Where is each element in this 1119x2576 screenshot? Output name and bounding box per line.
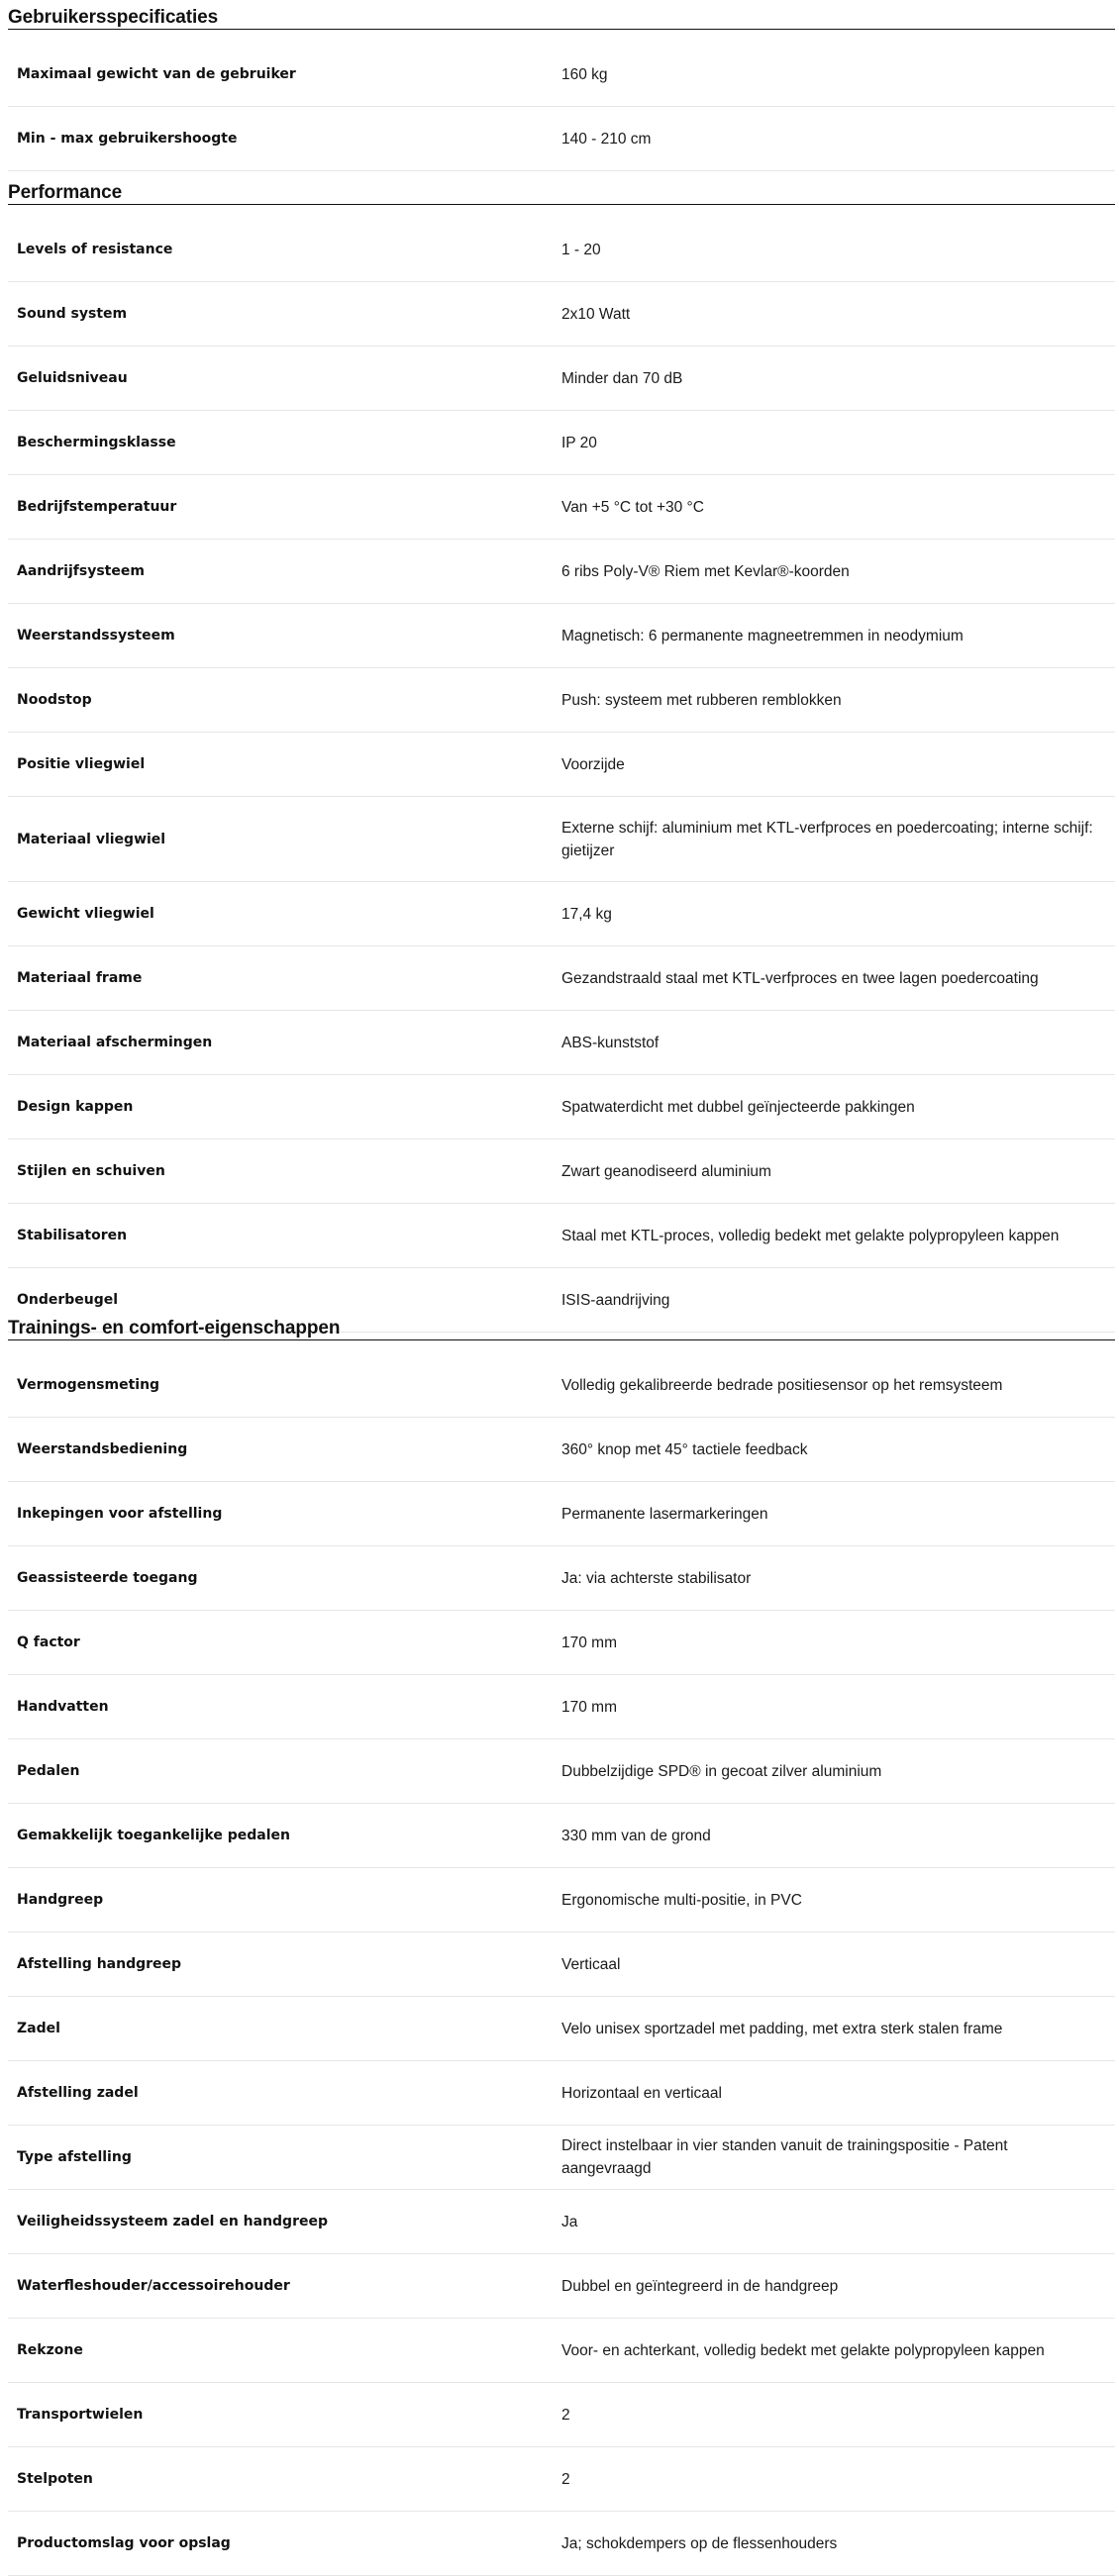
spec-table-performance xyxy=(0,218,1119,1333)
section-title-user-specs: Gebruikersspecificaties xyxy=(8,7,1115,30)
spec-value: Magnetisch: 6 permanente magneetremmen in neodymium xyxy=(561,627,964,644)
spec-row xyxy=(8,1997,1115,2061)
spec-value: 17,4 kg xyxy=(561,905,612,923)
spec-value: Ja; schokdempers op de flessenhouders xyxy=(561,2534,838,2552)
spec-row xyxy=(8,540,1115,604)
spec-label: Sound system xyxy=(17,306,128,322)
spec-value: Dubbel en geïntegreerd in de handgreep xyxy=(561,2277,839,2295)
spec-label: Vermogensmeting xyxy=(17,1377,160,1393)
spec-row xyxy=(8,1075,1115,1139)
spec-value: 170 mm xyxy=(561,1698,617,1716)
spec-row xyxy=(8,1482,1115,1546)
spec-label: Productomslag voor opslag xyxy=(17,2535,231,2551)
spec-value: Gezandstraald staal met KTL-verfproces en twee lagen poedercoating xyxy=(561,969,1039,987)
spec-row xyxy=(8,2512,1115,2576)
spec-label: Noodstop xyxy=(17,692,92,708)
spec-value: Ja xyxy=(561,2213,578,2230)
spec-row xyxy=(8,2319,1115,2383)
spec-value: 330 mm van de grond xyxy=(561,1827,711,1844)
spec-label: Materiaal frame xyxy=(17,970,143,986)
spec-row xyxy=(8,1868,1115,1932)
spec-label: Q factor xyxy=(17,1635,80,1650)
spec-label: Weerstandssysteem xyxy=(17,628,175,644)
spec-value: Voorzijde xyxy=(561,755,625,773)
spec-label: Stelpoten xyxy=(17,2471,93,2487)
spec-row xyxy=(8,946,1115,1011)
spec-label: Stijlen en schuiven xyxy=(17,1163,165,1179)
spec-value: IP 20 xyxy=(561,434,597,451)
spec-row xyxy=(8,282,1115,347)
spec-row xyxy=(8,2447,1115,2512)
spec-value: Zwart geanodiseerd aluminium xyxy=(561,1162,771,1180)
spec-label: Gemakkelijk toegankelijke pedalen xyxy=(17,1828,290,1843)
spec-label: Min - max gebruikershoogte xyxy=(17,131,238,147)
spec-value: 6 ribs Poly-V® Riem met Kevlar®-koorden xyxy=(561,562,850,580)
spec-value: Externe schijf: aluminium met KTL-verfproces en poedercoating; interne schijf: gietijzer xyxy=(561,819,1093,859)
spec-value: Direct instelbaar in vier standen vanuit de trainingspositie - Patent aangevraagd xyxy=(561,2137,1008,2177)
spec-row xyxy=(8,1204,1115,1268)
spec-row xyxy=(8,797,1115,882)
spec-value: 360° knop met 45° tactiele feedback xyxy=(561,1440,808,1458)
spec-label: Maximaal gewicht van de gebruiker xyxy=(17,66,296,82)
spec-value: Spatwaterdicht met dubbel geïnjecteerde pakkingen xyxy=(561,1098,915,1116)
spec-row xyxy=(8,218,1115,282)
spec-row xyxy=(8,2126,1115,2190)
spec-value: Horizontaal en verticaal xyxy=(561,2084,722,2102)
spec-label: Handgreep xyxy=(17,1892,104,1908)
spec-label: Aandrijfsysteem xyxy=(17,563,145,579)
section-title-training-comfort: Trainings- en comfort-eigenschappen xyxy=(8,1318,1115,1340)
spec-row xyxy=(8,411,1115,475)
spec-value: Ja: via achterste stabilisator xyxy=(561,1569,752,1587)
spec-label: Bedrijfstemperatuur xyxy=(17,499,177,515)
spec-row xyxy=(8,1739,1115,1804)
spec-value: 170 mm xyxy=(561,1634,617,1651)
spec-label: Stabilisatoren xyxy=(17,1228,128,1243)
spec-row xyxy=(8,1418,1115,1482)
spec-row xyxy=(8,43,1115,107)
spec-label: Type afstelling xyxy=(17,2149,132,2165)
spec-label: Geassisteerde toegang xyxy=(17,1570,198,1586)
spec-value: 2 xyxy=(561,2406,570,2424)
spec-row xyxy=(8,475,1115,540)
spec-row xyxy=(8,1139,1115,1204)
spec-value: ISIS-aandrijving xyxy=(561,1291,670,1309)
spec-label: Gewicht vliegwiel xyxy=(17,906,154,922)
spec-row xyxy=(8,2190,1115,2254)
spec-value: Van +5 °C tot +30 °C xyxy=(561,498,704,516)
spec-value: 2x10 Watt xyxy=(561,305,631,323)
spec-label: Veiligheidssysteem zadel en handgreep xyxy=(17,2214,328,2229)
spec-value: Volledig gekalibreerde bedrade positiesensor op het remsysteem xyxy=(561,1376,1003,1394)
spec-value: Push: systeem met rubberen remblokken xyxy=(561,691,842,709)
spec-table-training-comfort xyxy=(0,1353,1119,2576)
spec-row xyxy=(8,1353,1115,1418)
spec-value: Staal met KTL-proces, volledig bedekt met gelakte polypropyleen kappen xyxy=(561,1227,1060,1244)
spec-row xyxy=(8,668,1115,733)
spec-value: 1 - 20 xyxy=(561,241,601,258)
spec-row xyxy=(8,1675,1115,1739)
spec-label: Design kappen xyxy=(17,1099,134,1115)
spec-row xyxy=(8,882,1115,946)
spec-label: Materiaal vliegwiel xyxy=(17,831,166,847)
spec-label: Rekzone xyxy=(17,2342,83,2358)
spec-label: Levels of resistance xyxy=(17,242,173,257)
spec-label: Waterfleshouder/accessoirehouder xyxy=(17,2278,290,2294)
spec-value: 140 - 210 cm xyxy=(561,130,652,148)
spec-value: Dubbelzijdige SPD® in gecoat zilver aluminium xyxy=(561,1762,882,1780)
spec-row xyxy=(8,1932,1115,1997)
spec-row xyxy=(8,733,1115,797)
spec-value: Verticaal xyxy=(561,1955,621,1973)
spec-label: Pedalen xyxy=(17,1763,80,1779)
spec-label: Weerstandsbediening xyxy=(17,1441,188,1457)
spec-value: 2 xyxy=(561,2470,570,2488)
spec-row xyxy=(8,2383,1115,2447)
spec-label: Materiaal afschermingen xyxy=(17,1035,213,1050)
spec-value: Minder dan 70 dB xyxy=(561,369,683,387)
spec-row xyxy=(8,1611,1115,1675)
spec-table-user-specs xyxy=(0,43,1119,171)
spec-label: Zadel xyxy=(17,2021,60,2036)
spec-row xyxy=(8,347,1115,411)
spec-row xyxy=(8,107,1115,171)
spec-label: Geluidsniveau xyxy=(17,370,128,386)
spec-row xyxy=(8,2254,1115,2319)
spec-value: ABS-kunststof xyxy=(561,1034,660,1051)
spec-value: Permanente lasermarkeringen xyxy=(561,1505,768,1523)
spec-value: 160 kg xyxy=(561,65,608,83)
spec-row xyxy=(8,604,1115,668)
section-title-performance: Performance xyxy=(8,182,1115,205)
spec-label: Afstelling zadel xyxy=(17,2085,139,2101)
spec-row xyxy=(8,1011,1115,1075)
spec-label: Onderbeugel xyxy=(17,1292,119,1308)
spec-row xyxy=(8,1804,1115,1868)
spec-value: Ergonomische multi-positie, in PVC xyxy=(561,1891,802,1909)
spec-label: Inkepingen voor afstelling xyxy=(17,1506,223,1522)
spec-label: Transportwielen xyxy=(17,2407,144,2423)
spec-value: Velo unisex sportzadel met padding, met extra sterk stalen frame xyxy=(561,2020,1003,2037)
spec-row xyxy=(8,2061,1115,2126)
spec-label: Afstelling handgreep xyxy=(17,1956,182,1972)
spec-row xyxy=(8,1546,1115,1611)
spec-label: Handvatten xyxy=(17,1699,109,1715)
spec-label: Positie vliegwiel xyxy=(17,756,146,772)
spec-label: Beschermingsklasse xyxy=(17,435,176,450)
spec-value: Voor- en achterkant, volledig bedekt met gelakte polypropyleen kappen xyxy=(561,2341,1045,2359)
